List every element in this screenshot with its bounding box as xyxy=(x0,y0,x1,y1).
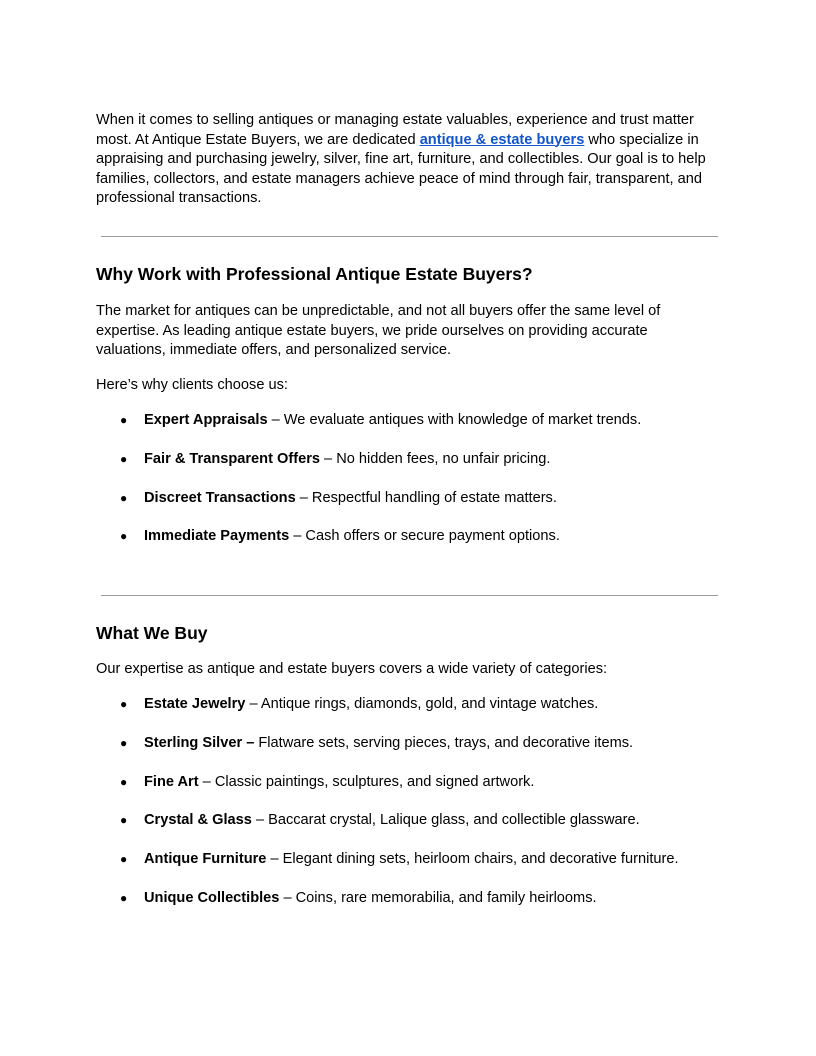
list-item-text: – Respectful handling of estate matters. xyxy=(295,489,557,506)
list-item-text: Flatware sets, serving pieces, trays, and decorative items. xyxy=(254,734,634,751)
list-item-title: Unique Collectibles xyxy=(144,889,280,906)
list-item-title: Crystal & Glass xyxy=(144,812,252,829)
intro-paragraph xyxy=(96,111,718,209)
bullet-icon: ● xyxy=(120,735,128,750)
list-item-text: – Cash offers or secure payment options. xyxy=(289,528,560,545)
why-lead: Here’s why clients choose us: xyxy=(96,377,288,393)
list-item xyxy=(96,527,718,566)
list-item-text: – Antique rings, diamonds, gold, and vintage watches. xyxy=(245,696,599,712)
intro-text-before: When it comes to selling antiques or managing estate valuables, experience and trust matter most. At Antique Estate Buyers, we are dedicated xyxy=(96,112,694,148)
list-item-title: Discreet Transactions xyxy=(144,489,296,506)
list-item xyxy=(96,811,718,850)
list-item-text: – No hidden fees, no unfair pricing. xyxy=(320,450,551,467)
list-item-text: – We evaluate antiques with knowledge of market trends. xyxy=(267,412,642,428)
list-item xyxy=(96,411,718,450)
list-item xyxy=(96,889,718,928)
list-item-text: – Classic paintings, sculptures, and signed artwork. xyxy=(198,773,535,790)
list-item xyxy=(96,489,718,528)
list-item xyxy=(96,695,718,734)
bullet-icon: ● xyxy=(120,413,128,427)
bullet-icon: ● xyxy=(120,813,128,828)
list-item xyxy=(96,850,718,889)
list-item-text: – Baccarat crystal, Lalique glass, and collectible glassware. xyxy=(251,812,640,829)
what-we-buy-lead: Our expertise as antique and estate buyers covers a wide variety of categories: xyxy=(96,661,608,677)
section-heading-what-we-buy: What We Buy xyxy=(96,623,208,643)
list-item-title: Expert Appraisals xyxy=(144,412,268,428)
why-paragraph: The market for antiques can be unpredictable, and not all buyers offer the same level of expertise. As leading antique estate buyers, we pride ourselves on providing accurate valuations, immediate offers, and personalized service. xyxy=(96,303,661,358)
section-heading-why: Why Work with Professional Antique Estate Buyers? xyxy=(96,264,533,284)
bullet-icon: ● xyxy=(120,774,128,789)
list-item-title: Fine Art xyxy=(144,773,199,790)
bullet-icon: ● xyxy=(120,697,128,711)
list-item-text: – Elegant dining sets, heirloom chairs, and decorative furniture. xyxy=(266,851,679,868)
bullet-icon: ● xyxy=(120,529,128,544)
antique-estate-buyers-link[interactable]: antique & estate buyers xyxy=(419,131,585,148)
list-item xyxy=(96,450,718,489)
list-item-title: Immediate Payments xyxy=(144,528,290,545)
what-we-buy-list xyxy=(96,695,718,928)
list-item-title: Estate Jewelry xyxy=(144,696,246,712)
why-list xyxy=(96,411,718,566)
list-item-title: Sterling Silver – xyxy=(144,734,255,751)
divider-1 xyxy=(101,236,718,237)
bullet-icon: ● xyxy=(120,451,128,466)
bullet-icon: ● xyxy=(120,890,128,905)
intro-text-after: who specialize in appraising and purchasing jewelry, silver, fine art, furniture, and collectibles. Our goal is to help families, collectors, and estate managers achieve peace of mind through fair, transparent, and professional transactions. xyxy=(96,131,706,206)
list-item-title: Fair & Transparent Offers xyxy=(144,450,320,467)
list-item-text: – Coins, rare memorabilia, and family heirlooms. xyxy=(279,889,597,906)
bullet-icon: ● xyxy=(120,852,128,867)
list-item-title: Antique Furniture xyxy=(144,851,267,868)
list-item xyxy=(96,734,718,773)
divider-2 xyxy=(101,595,718,596)
bullet-icon: ● xyxy=(120,490,128,505)
list-item xyxy=(96,773,718,812)
